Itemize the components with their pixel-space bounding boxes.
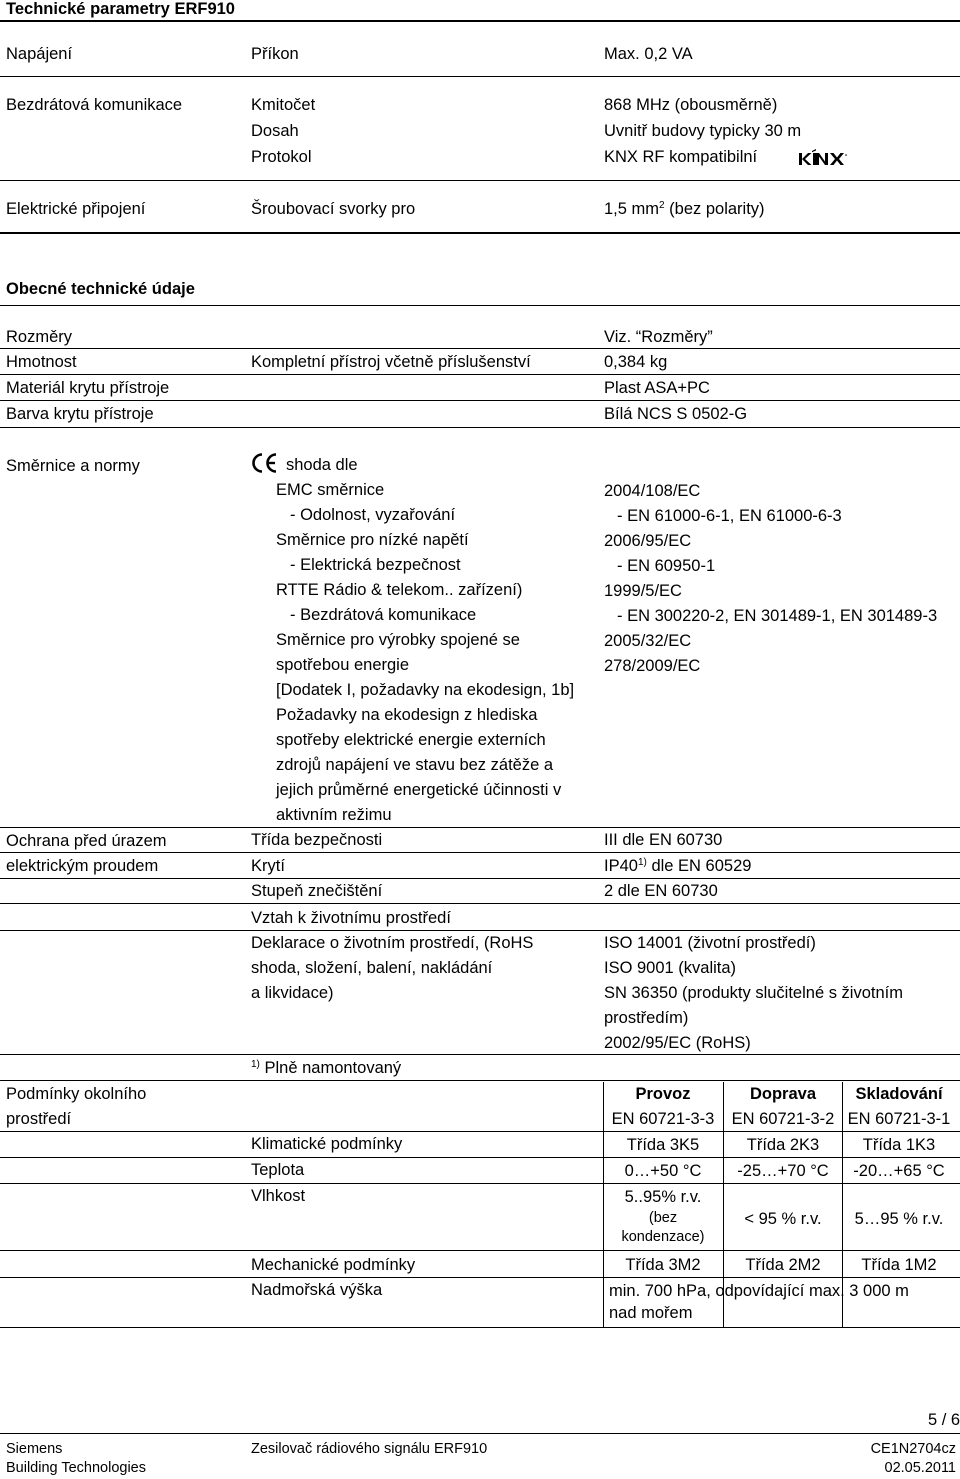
ce-mark-icon [250, 452, 278, 474]
directive-note-line: Požadavky na ekodesign z hlediska [276, 706, 538, 724]
electrical-param: Šroubovací svorky pro [251, 200, 416, 218]
header-rule [0, 20, 960, 22]
row-rule [0, 348, 960, 349]
divider [0, 232, 960, 234]
knx-logo-icon [798, 149, 848, 167]
electrical-label: Elektrické připojení [6, 200, 146, 218]
ambient-temperature-label: Teplota [251, 1161, 305, 1179]
directive-param-lvd: Směrnice pro nízké napětí [276, 531, 469, 549]
electrical-value: 1,5 $mm^2$ (bez polarity) [604, 200, 765, 218]
directive-param-immunity: - Odolnost, vyzařování [290, 506, 456, 524]
directive-note-line: zdrojů napájení ve stavu bez zátěže a [276, 756, 554, 774]
directives-label: Směrnice a normy [6, 457, 140, 475]
row-rule [0, 1131, 960, 1132]
directive-param-energy: spotřebou energie [276, 656, 410, 674]
directive-param-ecodesign: Směrnice pro výrobky spojené se [276, 631, 520, 649]
ambient-standard-operation: EN 60721-3-3 [611, 1110, 715, 1128]
ambient-label-line2: prostředí [6, 1110, 72, 1128]
general-section-title: Obecné technické údaje [6, 280, 195, 298]
environment-right-line: SN 36350 (produkty slučitelné s životním [604, 984, 903, 1002]
row-rule [0, 1250, 960, 1251]
ambient-humidity-transport: < 95 % r.v. [744, 1210, 822, 1228]
wireless-label: Bezdrátová komunikace [6, 96, 183, 114]
ambient-temperature-transport: -25…+70 °C [737, 1162, 829, 1180]
directive-value-safety: - EN 60950-1 [617, 557, 716, 575]
directive-param-safety: - Elektrická bezpečnost [290, 556, 461, 574]
general-value-dimensions: Viz. “Rozměry” [604, 328, 713, 346]
directive-value-lvd: 2006/95/EC [604, 532, 692, 550]
row-rule [0, 1183, 960, 1184]
general-label-color: Barva krytu přístroje [6, 405, 154, 423]
directive-value-wireless: - EN 300220-2, EN 301489-1, EN 301489-3 [617, 607, 938, 625]
table-column-rule [603, 1082, 604, 1327]
general-label-weight: Hmotnost [6, 353, 77, 371]
protection-value-pollution: 2 dle EN 60730 [604, 882, 718, 900]
divider [0, 76, 960, 77]
ambient-temperature-operation: 0…+50 °C [624, 1162, 702, 1180]
row-rule [0, 878, 960, 879]
protection-param-class: Třída bezpečnosti [251, 831, 383, 849]
wireless-param-protocol: Protokol [251, 148, 312, 166]
ambient-humidity-operation-note: (bez [648, 1210, 678, 1226]
row-rule [0, 827, 960, 828]
environment-right-line: prostředím) [604, 1009, 689, 1027]
row-rule [0, 400, 960, 401]
directive-note-line: jejich průměrné energetické účinnosti v [276, 781, 562, 799]
directive-value-ecodesign: 2005/32/EC [604, 632, 692, 650]
row-rule [0, 1054, 960, 1055]
footer-company: Siemens [6, 1441, 63, 1457]
page-title: Technické parametry ERF910 [6, 0, 235, 18]
environment-footnote: $^{1)}$ Plně namontovaný [251, 1059, 402, 1077]
ambient-standard-transport: EN 60721-3-2 [731, 1110, 835, 1128]
row-rule [0, 1277, 960, 1278]
ambient-mechanical-operation: Třída 3M2 [625, 1256, 701, 1274]
divider [0, 180, 960, 181]
row-rule [0, 1157, 960, 1158]
footer-document-title: Zesilovač rádiového signálu ERF910 [251, 1441, 488, 1457]
ambient-col-storage: Skladování [855, 1085, 943, 1103]
row-rule [0, 903, 960, 904]
wireless-value-range: Uvnitř budovy typicky 30 m [604, 122, 802, 140]
general-param-weight: Kompletní přístroj včetně příslušenství [251, 353, 531, 371]
table-column-rule [723, 1082, 724, 1327]
general-value-color: Bílá NCS S 0502-G [604, 405, 748, 423]
environment-left-line: Deklarace o životním prostředí, (RoHS [251, 934, 534, 952]
power-value: Max. 0,2 VA [604, 45, 693, 63]
row-rule [0, 374, 960, 375]
general-label-material: Materiál krytu přístroje [6, 379, 170, 397]
ambient-mechanical-transport: Třída 2M2 [745, 1256, 821, 1274]
directive-note-line: spotřeby elektrické energie externích [276, 731, 546, 749]
ambient-climatic-operation: Třída 3K5 [626, 1136, 700, 1154]
table-column-rule [842, 1082, 843, 1327]
ambient-climatic-storage: Třída 1K3 [862, 1136, 936, 1154]
protection-value-class: III dle EN 60730 [604, 831, 723, 849]
power-param: Příkon [251, 45, 299, 63]
row-rule [0, 1080, 960, 1081]
general-value-weight: 0,384 kg [604, 353, 668, 371]
ambient-altitude-value: min. 700 hPa, odpovídající max. 3 000 m [609, 1282, 909, 1300]
ambient-humidity-operation: 5..95% r.v. [624, 1188, 702, 1206]
directive-value-emc: 2004/108/EC [604, 482, 701, 500]
row-rule [0, 1327, 960, 1328]
directive-param-wireless: - Bezdrátová komunikace [290, 606, 477, 624]
protection-value-ip: IP40$^{1)}$ dle EN 60529 [604, 857, 752, 875]
ambient-col-transport: Doprava [749, 1085, 817, 1103]
ambient-mechanical-label: Mechanické podmínky [251, 1256, 416, 1274]
ambient-col-operation: Provoz [635, 1085, 691, 1103]
footer-doc-id: CE1N2704cz [870, 1441, 956, 1457]
general-label-dimensions: Rozměry [6, 328, 73, 346]
directive-param-rtte: RTTE Rádio & telekom.. zařízení) [276, 581, 523, 599]
ambient-temperature-storage: -20…+65 °C [853, 1162, 945, 1180]
wireless-param-range: Dosah [251, 122, 299, 140]
environment-left-line: a likvidace) [251, 984, 334, 1002]
protection-param-pollution: Stupeň znečištění [251, 882, 383, 900]
directive-note-line: aktivním režimu [276, 806, 392, 824]
directive-value-rtte: 1999/5/EC [604, 582, 682, 600]
environment-left-line: shoda, složení, balení, nakládání [251, 959, 493, 977]
footer-date: 02.05.2011 [884, 1460, 956, 1476]
directive-value-energy: 278/2009/EC [604, 657, 701, 675]
environment-heading: Vztah k životnímu prostředí [251, 909, 451, 927]
ambient-label-line1: Podmínky okolního [6, 1085, 147, 1103]
environment-right-line: 2002/95/EC (RoHS) [604, 1034, 751, 1052]
row-rule [0, 427, 960, 428]
power-label: Napájení [6, 45, 73, 63]
ambient-humidity-label: Vlhkost [251, 1187, 306, 1205]
ambient-humidity-operation-note: kondenzace) [621, 1229, 705, 1245]
protection-label-line2: elektrickým proudem [6, 857, 159, 875]
wireless-value-protocol: KNX RF kompatibilní [604, 148, 758, 166]
environment-right-line: ISO 14001 (životní prostředí) [604, 934, 816, 952]
ambient-altitude-label: Nadmořská výška [251, 1281, 383, 1299]
divider [0, 305, 960, 306]
row-rule [0, 852, 960, 853]
directive-param-emc: EMC směrnice [276, 481, 385, 499]
general-value-material: Plast ASA+PC [604, 379, 710, 397]
protection-label-line1: Ochrana před úrazem [6, 832, 167, 850]
environment-right-line: ISO 9001 (kvalita) [604, 959, 737, 977]
ambient-climatic-label: Klimatické podmínky [251, 1135, 403, 1153]
wireless-value-frequency: 868 MHz (obousměrně) [604, 96, 778, 114]
row-rule [0, 930, 960, 931]
directive-note-line: [Dodatek I, požadavky na ekodesign, 1b] [276, 681, 575, 699]
ambient-mechanical-storage: Třída 1M2 [861, 1256, 937, 1274]
ambient-standard-storage: EN 60721-3-1 [847, 1110, 951, 1128]
ambient-climatic-transport: Třída 2K3 [746, 1136, 820, 1154]
page-number: 5 / 6 [928, 1411, 960, 1429]
ambient-humidity-storage: 5…95 % r.v. [854, 1210, 944, 1228]
footer-rule [0, 1433, 960, 1434]
ambient-altitude-value: nad mořem [609, 1304, 693, 1322]
directive-value-immunity: - EN 61000-6-1, EN 61000-6-3 [617, 507, 842, 525]
directives-ce-text: shoda dle [286, 456, 358, 474]
protection-param-ip: Krytí [251, 857, 285, 875]
wireless-param-frequency: Kmitočet [251, 96, 316, 114]
footer-division: Building Technologies [6, 1460, 147, 1476]
